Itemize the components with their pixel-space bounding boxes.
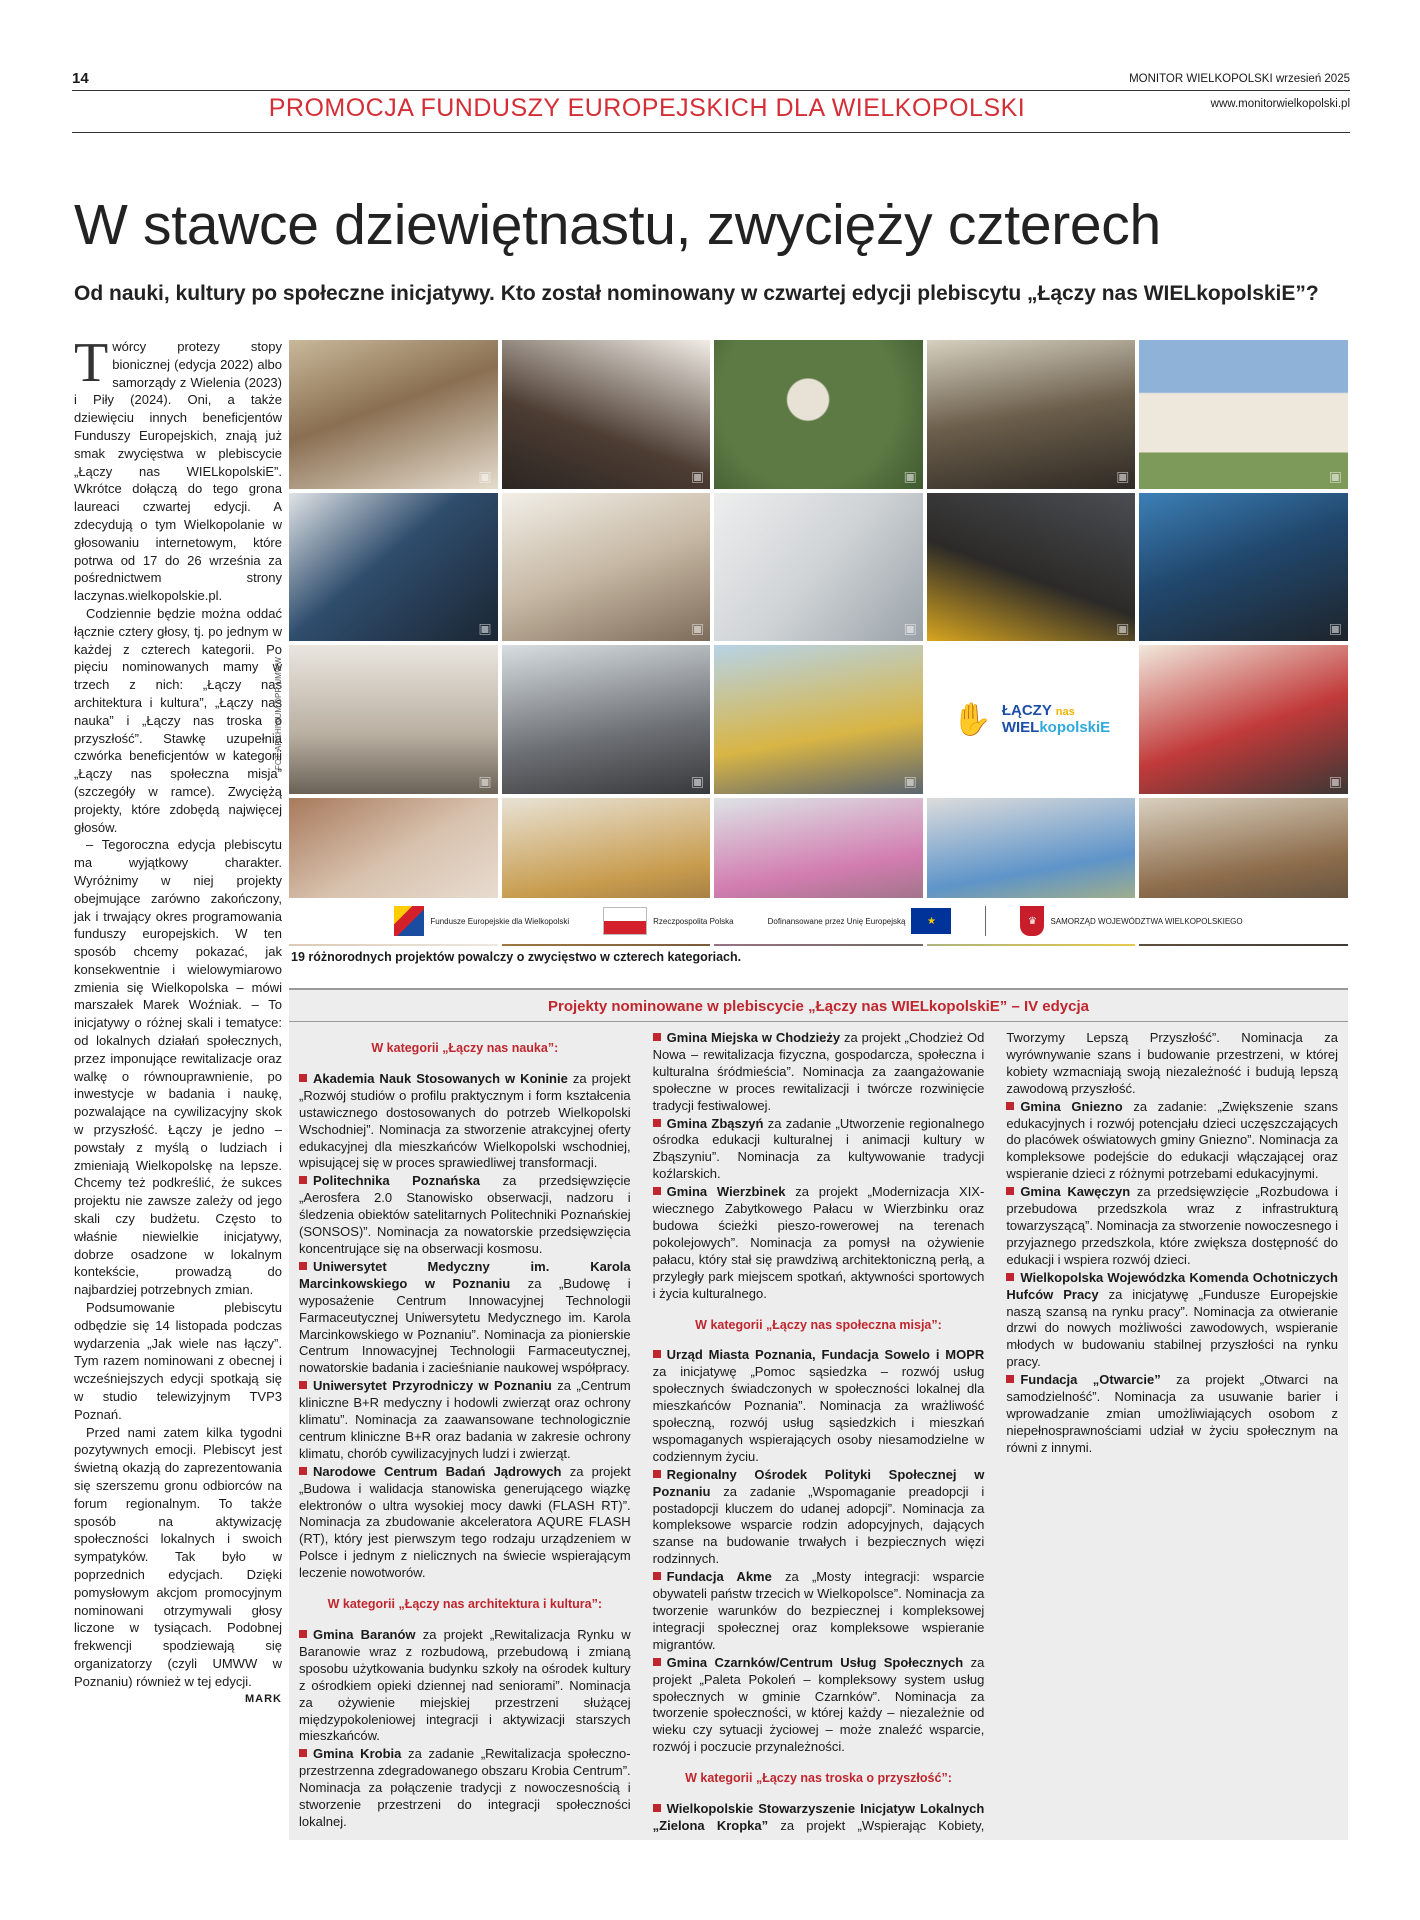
bullet-icon xyxy=(653,1350,661,1358)
bullet-icon xyxy=(653,1658,661,1666)
plebiscite-logo: ✋ ŁĄCZY nas WIELkopolskiE xyxy=(951,701,1111,738)
photo-icon: ▣ xyxy=(690,620,705,636)
bullet-icon xyxy=(299,1074,307,1082)
eu-flag-icon: ★ xyxy=(911,908,951,934)
nominee-entry: Wielkopolskie Stowarzyszenie Inicjatyw Lokalnych „Zielona Kropka” za projekt „Wspierając Kobiety, Tworzymy Lepszą Przyszłość”. Nominacja za wyrównywanie szans i budowanie przestrzeni, w której kobiety wzmacniają swoją niezależność i budują lepszą zawodową przyszłość. xyxy=(652,1030,1338,1833)
bullet-icon xyxy=(1006,1187,1014,1195)
nominee-entry: Politechnika Poznańska za przedsięwzięcie „Aerosfera 2.0 Stanowisko obserwacji, nadzoru i śledzenia obiektów satelitarnych Politechniki Poznańskiej (SONSOS)”. Nominacja za nowatorskie przedsięwzięcia koncentrujące się na obserwacji kosmosu. xyxy=(299,1173,631,1256)
header-rule xyxy=(72,132,1350,133)
nominee-entry: Fundacja „Otwarcie” za projekt „Otwarci na samodzielność”. Nominacja za usuwanie barier i wprowadzanie zmian umożliwiających osobom z niepełnosprawnościami udział w życiu społecznym na równi z innymi. xyxy=(1006,1372,1338,1455)
hands-icon: ✋ xyxy=(951,701,992,738)
bullet-icon xyxy=(653,1119,661,1127)
author-signature: MARK xyxy=(245,1692,282,1705)
photo-laboratory xyxy=(502,493,711,642)
eu-funding-strip xyxy=(289,898,1348,944)
bullet-icon xyxy=(299,1262,307,1270)
nominee-entry: Urząd Miasta Poznania, Fundacja Sowelo i MOPR za inicjatywę „Pomoc sąsiedzka – rozwój usług społecznych świadczonych w społeczności lokalnej dla mieszkańców Poznania”. Nominacja za wrażliwość społeczną, rozwój usług sąsiedzkich i mieszkań wspomaganych wspierających osoby niesamodzielne w codziennym życiu. xyxy=(652,1347,985,1464)
eu-logo: Dofinansowane przez Unię Europejską ★ xyxy=(768,908,952,934)
sw-logo: ♛ SAMORZĄD WOJEWÓDZTWA WIELKOPOLSKIEGO xyxy=(1020,906,1242,936)
publication-name: MONITOR WIELKOPOLSKI wrzesień 2025 xyxy=(1129,73,1350,85)
photo-workshop-room xyxy=(714,645,923,794)
photo-family-child xyxy=(1139,645,1348,794)
nominee-entry: Uniwersytet Przyrodniczy w Poznaniu za „Centrum kliniczne B+R medyczny i hodowli zwierząt oraz ochrony klimatu”. Nominacja za zaawansowane technologicznie centrum kliniczne B+R oraz badania w zakresie ochrony klimatu, chorób cywilizacyjnych ludzi i zwierząt. xyxy=(299,1378,631,1461)
nominee-entry: Wielkopolska Wojewódzka Komenda Ochotniczych Hufców Pracy za inicjatywę „Fundusze Europejskie naszą szansą na rynku pracy”. Nominacja za otwieranie drzwi do nowych możliwości zawodowych, wspieranie młodych w budowaniu stabilnej przyszłości na rynku pracy. xyxy=(1006,1269,1338,1370)
nominee-entry: Gmina Zbąszyń za zadanie „Utworzenie regionalnego ośrodka edukacji kulturalnej i animacji kultury w Zbąszyniu”. Nominacja za kultywowanie tradycji koźlarskich. xyxy=(652,1115,985,1182)
photo-computer-workstation xyxy=(289,493,498,642)
nominee-entry: Regionalny Ośrodek Polityki Społecznej w Poznaniu za zadanie „Wspomaganie preadopcji i postadopcji kluczem do udanej adopcji”. Nominacja za kompleksowe wsparcie rodzin adopcyjnych, dających szanse na budowanie trwałych i bezpiecznych więzi rodzinnych. xyxy=(652,1466,985,1567)
nominee-entry: Gmina Baranów za projekt „Rewitalizacja Rynku w Baranowie wraz z rozbudową, przebudową i zmianą sposobu użytkowania budynku szkoły na ośrodek kultury z ośrodkiem opieki dziennej nad seniorami”. Nominacja za ożywienie miejskiej przestrzeni służącej międzypokoleniowej integracji i aktywizacji starszych mieszkańców. xyxy=(299,1627,631,1744)
photo-aerial-palace xyxy=(714,340,923,489)
photo-icon: ▣ xyxy=(903,467,917,484)
rp-logo: Rzeczpospolita Polska xyxy=(603,907,733,935)
photo-senior-care xyxy=(289,645,498,794)
photo-gallery-interior xyxy=(502,340,711,489)
nominee-entry: Uniwersytet Medyczny im. Karola Marcinkowskiego w Poznaniu za „Budowę i wyposażenie Centrum Innowacyjnej Technologii Farmaceutycznej Uniwersytetu Medycznego im. Karola Marcinkowskiego w Poznaniu”. Nominacja za pionierskie Centrum Innowacyjnej Technologii Farmaceutycznej, nowatorskie badania i zacieśnianie naukowej współpracy. xyxy=(299,1258,631,1376)
photo-icon: ▣ xyxy=(903,620,917,636)
bullet-icon xyxy=(1006,1102,1014,1110)
page-number: 14 xyxy=(72,70,89,87)
photo-goat-musicians xyxy=(927,340,1136,489)
paragraph: – Tegoroczna edycja plebiscytu ma wyjątkowy charakter. Wyróżnimy w niej projekty obejmujące zarówno zakończony, jak i trwający okres programowania funduszy europejskich. W ten sposób chcemy pokazać, jak konsekwentnie i wielowymiarowo zmienia się Wielkopolska – mówi marszałek Marek Woźniak. – To inicjatywy o różnej skali i tematyce: od lokalnych działań społecznych, przez imponujące rewitalizacje oraz walkę o równouprawnienie, po inwestycje w badania i naukę, pozwalające na cywilizacyjny skok w przyszłość. Łączy je jedno – powstały z myślą o ludziach i zmieniają Wielkopolskę na lepsze. Chcemy też podkreślić, że sukces projektu nie zawsze zależy od jego skali czy budżetu. Często to właśnie niewielkie inicjatywy, dobrze osadzone w lokalnym kontekście, prowadzą do najbardziej potrzebnych zmian. xyxy=(74,837,282,1298)
crest-icon: ♛ xyxy=(1020,906,1044,936)
box-title: Projekty nominowane w plebiscycie „Łączy nas WIELkopolskiE” – IV edycja xyxy=(289,988,1348,1022)
publication-url[interactable]: www.monitorwielkopolski.pl xyxy=(1210,98,1350,110)
divider xyxy=(985,906,986,936)
nominee-entry: Fundacja Akme za „Mosty integracji: wsparcie obywateli państw trzecich w Wielkopolsce”. Nominacja za tworzenie warunków do bezpiecznej i kompleksowej integracji społecznej oraz kompleksowe wspieranie migrantów. xyxy=(652,1569,985,1652)
photo-caption: 19 różnorodnych projektów powalczy o zwycięstwo w czterech kategoriach. xyxy=(291,950,742,964)
nominee-entry: Gmina Kawęczyn za przedsięwzięcie „Rozbudowa i przebudowa przedszkola wraz z infrastrukturą towarzyszącą”. Nominacja za stworzenie nowoczesnego i przyjaznego przedszkola, które zwiększa dostępność do edukacji i wspiera rozwój dzieci. xyxy=(1006,1184,1338,1267)
photo-icon: ▣ xyxy=(478,620,492,636)
article-body xyxy=(74,332,282,1848)
paragraph: Przed nami zatem kilka tygodni pozytywnych emocji. Plebiscyt jest świetną okazją do zaprezentowania się szerszemu gronu odbiorców na forum regionalnym. To także sposób na aktywizację społeczności lokalnych i swoich sympatyków. Tak było w poprzednich edycjach. Dzięki pomysłowym akcjom promocyjnym nominowani otrzymywali głosy liczone w tysiącach. Podobnej frekwencji spodziewają się organizatorzy (czyli UMWW w Poznaniu) również w tej edycji. xyxy=(74,1424,282,1689)
headline: W stawce dziewiętnastu, zwycięży czterech xyxy=(74,193,1161,257)
photo-icon: ▣ xyxy=(1116,467,1130,484)
photo-icon: ▣ xyxy=(478,772,492,789)
nominee-entry: Akademia Nauk Stosowanych w Koninie za projekt „Rozwój studiów o profilu praktycznym i form kształcenia ustawicznego dostosowanych do potrzeb Wielkopolski Wschodniej”. Nominacja za stworzenie atrakcyjnej oferty edukacyjnej dla mieszkańców Wielkopolski wschodniej, wpisującej się w proces sprawiedliwej transformacji. xyxy=(299,1070,631,1171)
nominee-entry: Gmina Czarnków/Centrum Usług Społecznych za projekt „Paleta Pokoleń – kompleksowy system usług społecznych w gminie Czarnków”. Nominacja za tworzenie społeczności, w której każdy – niezależnie od wieku czy sytuacji życiowej – może znaleźć wsparcie, rozwój i poczucie przynależności. xyxy=(652,1654,985,1755)
bullet-icon xyxy=(299,1749,307,1757)
nominee-entry: Gmina Miejska w Chodzieży za projekt „Chodzież Od Nowa – rewitalizacja fizyczna, gospodarcza, społeczna i kulturalna śródmieścia”. Nominacja za zaangażowanie społeczne w proces rewitalizacji i twórcze rozwinięcie tradycji festiwalowej. xyxy=(652,1030,985,1113)
category-heading: W kategorii „Łączy nas troska o przyszłość”: xyxy=(685,1771,952,1786)
nominee-entry: Gmina Wierzbinek za projekt „Modernizacja XIX-wiecznego Zabytkowego Pałacu w Wierzbinku oraz budowa ścieżki pieszo-rowerowej na terenach pokolejowych”. Nominacja za pomysł na ożywienie pałacu, który stał się prawdziwą architektoniczną perłą, a przyległy park miejscem spotkań, aktywności sportowych i życia kulturalnego. xyxy=(652,1184,985,1301)
fe-logo: Fundusze Europejskie dla Wielkopolski xyxy=(394,906,569,936)
paragraph: Codziennie będzie można oddać łącznie cztery głosy, tj. po jednym w każdej z czterech kategorii. Po pięciu nominowanych mamy w trzech z nich: „Łączy nas architektura i kultura”, „Łączy nas nauka” i „Łączy nas troska o przyszłość”. Stawkę uzupełnia czwórka beneficjentów w kategorii „Łączy nas społeczna misja” (szczegóły w ramce). Zwyciężą projekty, które zdobędą najwięcej głosów. xyxy=(74,605,282,835)
photo-credit: FOT. ARCHIWUM DPR UMWW xyxy=(274,657,283,770)
nominees-box xyxy=(289,988,1348,1840)
photo-group-meeting xyxy=(502,645,711,794)
dropcap: T xyxy=(74,332,109,394)
photo-icon: ▣ xyxy=(1328,772,1342,789)
nominee-entry: Narodowe Centrum Badań Jądrowych za projekt „Budowa i walidacja stanowiska generującego wiązkę elektronów o ultra wysokiej mocy dawki (FLASH RT)”. Nominacja za zbudowanie akceleratora AQURE FLASH (RT), który jest pierwszym tego rodzaju urządzeniem w Polsce i jednym z nielicznych na świecie wspierającym leczenie nowotworów. xyxy=(299,1463,631,1581)
photo-collage xyxy=(289,340,1348,946)
photo-icon: ▣ xyxy=(690,467,705,484)
photo-icon: ▣ xyxy=(690,772,705,789)
polish-flag-icon xyxy=(603,907,647,935)
photo-plebiscite-logo xyxy=(927,645,1136,794)
photo-icon: ▣ xyxy=(903,772,917,789)
bullet-icon xyxy=(653,1187,661,1195)
category-heading: W kategorii „Łączy nas społeczna misja”: xyxy=(695,1317,942,1332)
nominees-columns xyxy=(299,1030,1338,1835)
bullet-icon xyxy=(299,1176,307,1184)
photo-medical-equipment xyxy=(714,493,923,642)
category-heading: W kategorii „Łączy nas nauka”: xyxy=(371,1041,559,1055)
fe-icon xyxy=(394,906,424,936)
bullet-icon xyxy=(299,1630,307,1638)
nominee-entry: Gmina Krobia za zadanie „Rewitalizacja społeczno-przestrzenna zdegradowanego obszaru Krobia Centrum”. Nominacja za połączenie tradycji z nowoczesnością i stworzenie przestrzeni do integracji społeczności lokalnej. xyxy=(299,1746,631,1829)
paragraph: Podsumowanie plebiscytu odbędzie się 14 listopada podczas wydarzenia „Jak wiele nas łączy”. Tym razem nominowani z obecnej i wcześniejszych edycji spotkają się w studio telewizyjnym TVP3 Poznań. xyxy=(74,1300,282,1422)
photo-historic-building xyxy=(1139,340,1348,489)
bullet-icon xyxy=(653,1033,661,1041)
bullet-icon xyxy=(1006,1273,1014,1281)
photo-icon: ▣ xyxy=(478,467,492,484)
bullet-icon xyxy=(299,1381,307,1389)
category-heading: W kategorii „Łączy nas architektura i kultura”: xyxy=(327,1597,603,1612)
photo-mechanic-student xyxy=(927,493,1136,642)
bullet-icon xyxy=(653,1572,661,1580)
photo-telescope xyxy=(1139,493,1348,642)
paragraph: Twórcy protezy stopy bionicznej (edycja 2022) albo samorządy z Wielenia (2023) i Piły (2024). Oni, a także dziewięciu innych beneficjentów Funduszy Europejskich, znają już smak zwycięstwa w plebiscycie „Łączy nas WIELkopolskiE”. Wkrótce dołączą do tego grona laureaci czwartej edycji. A zdecydują o tym Wielkopolanie w głosowaniu internetowym, które potrwa od 17 do 26 września za pośrednictwem strony laczynas.wielkopolskie.pl. xyxy=(74,332,282,604)
section-title: PROMOCJA FUNDUSZY EUROPEJSKICH DLA WIELKOPOLSKI xyxy=(268,94,1026,122)
bullet-icon xyxy=(653,1470,661,1478)
nominee-entry: Gmina Gniezno za zadanie: „Zwiększenie szans edukacyjnych i rozwój potencjału dzieci uczęszczających do placówek oświatowych gminy Gniezno”. Nominacja za kompleksowe podejście do edukacji włączającej oraz wspieranie dzieci z różnymi potrzebami edukacyjnymi. xyxy=(1006,1098,1338,1182)
bullet-icon xyxy=(299,1467,307,1475)
bullet-icon xyxy=(1006,1375,1014,1383)
photo-icon: ▣ xyxy=(1116,620,1130,636)
bullet-icon xyxy=(653,1804,661,1812)
page-header xyxy=(72,68,1350,132)
photo-seniors-meeting xyxy=(289,340,498,489)
subheadline: Od nauki, kultury po społeczne inicjatywy. Kto został nominowany w czwartej edycji plebiscytu „Łączy nas WIELkopolskiE”? xyxy=(74,282,1319,305)
photo-icon: ▣ xyxy=(1328,620,1342,636)
photo-icon: ▣ xyxy=(1328,467,1342,484)
